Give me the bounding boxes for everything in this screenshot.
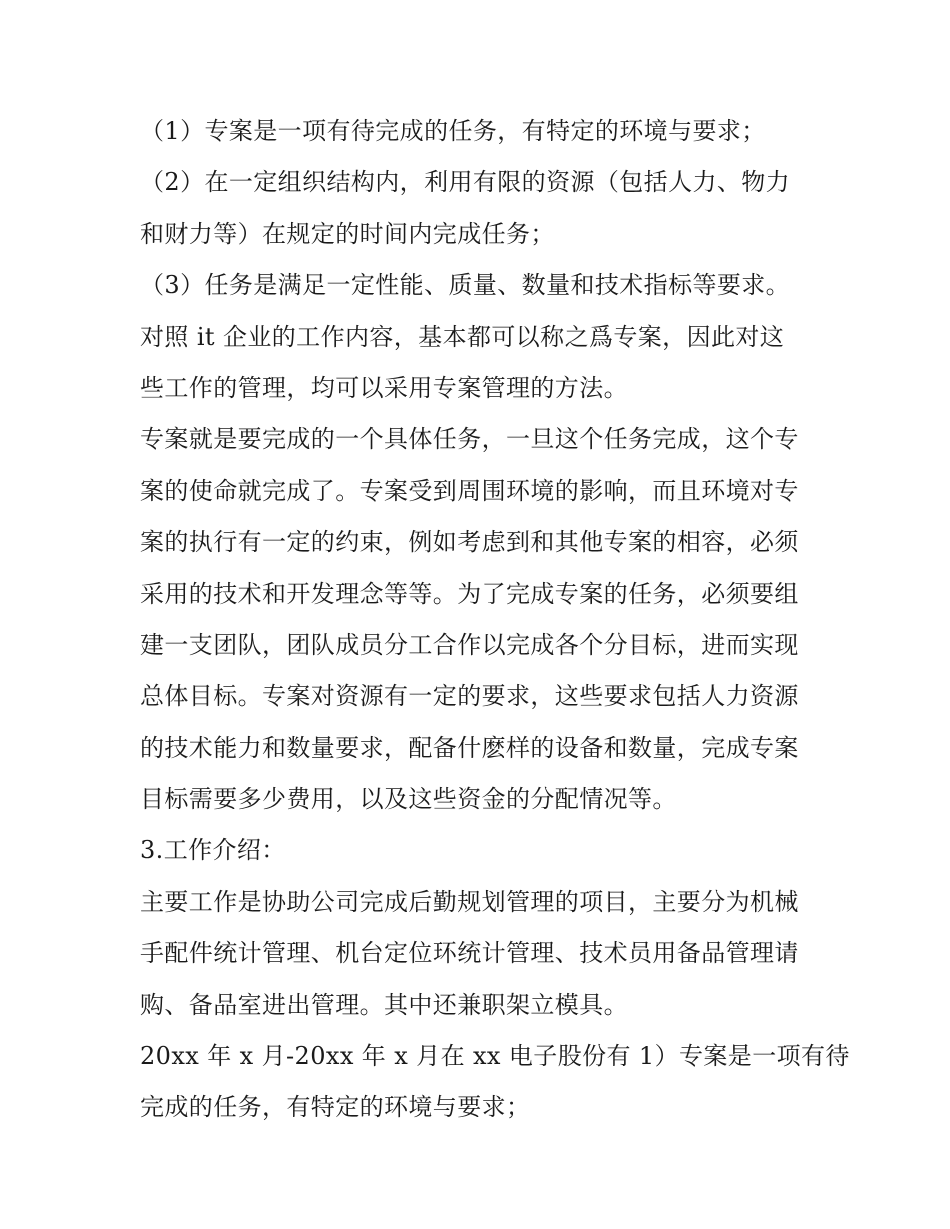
- text-line: 手配件统计管理、机台定位环统计管理、技术员用备品管理请: [140, 939, 799, 968]
- text-line: （2）在一定组织结构内，利用有限的资源（包括人力、物力: [140, 168, 791, 197]
- text-line: 购、备品室进出管理。其中还兼职架立模具。: [140, 990, 628, 1019]
- text-line: 些工作的管理，均可以采用专案管理的方法。: [140, 373, 628, 402]
- text-line: 主要工作是协助公司完成后勤规划管理的项目，主要分为机械: [140, 887, 799, 916]
- text-line: 案的执行有一定的约束，例如考虑到和其他专案的相容，必须: [140, 528, 799, 557]
- text-line: 的技术能力和数量要求，配备什麽样的设备和数量，完成专案: [140, 733, 799, 762]
- text-line: （3）任务是满足一定性能、质量、数量和技术指标等要求。: [140, 271, 791, 300]
- text-line: 20xx 年 x 月-20xx 年 x 月在 xx 电子股份有 1）专案是一项有待: [140, 1042, 850, 1071]
- text-line: 总体目标。专案对资源有一定的要求，这些要求包括人力资源: [140, 682, 799, 711]
- text-line: 和财力等）在规定的时间内完成任务；: [140, 219, 555, 248]
- text-line: 建一支团队，团队成员分工合作以完成各个分目标，进而实现: [140, 630, 799, 659]
- section-heading: 3.工作介绍：: [140, 836, 286, 865]
- text-line: 案的使命就完成了。专案受到周围环境的影响，而且环境对专: [140, 476, 799, 505]
- text-line: 采用的技术和开发理念等等。为了完成专案的任务，必须要组: [140, 579, 799, 608]
- text-line: （1）专案是一项有待完成的任务，有特定的环境与要求；: [140, 117, 766, 145]
- text-line: 专案就是要完成的一个具体任务，一旦这个任务完成，这个专: [140, 425, 799, 454]
- text-line: 目标需要多少费用，以及这些资金的分配情况等。: [140, 785, 677, 814]
- document-body: [140, 106, 850, 1134]
- text-line: 对照 it 企业的工作内容，基本都可以称之爲专案，因此对这: [140, 322, 785, 351]
- text-line: 完成的任务，有特定的环境与要求；: [140, 1093, 531, 1122]
